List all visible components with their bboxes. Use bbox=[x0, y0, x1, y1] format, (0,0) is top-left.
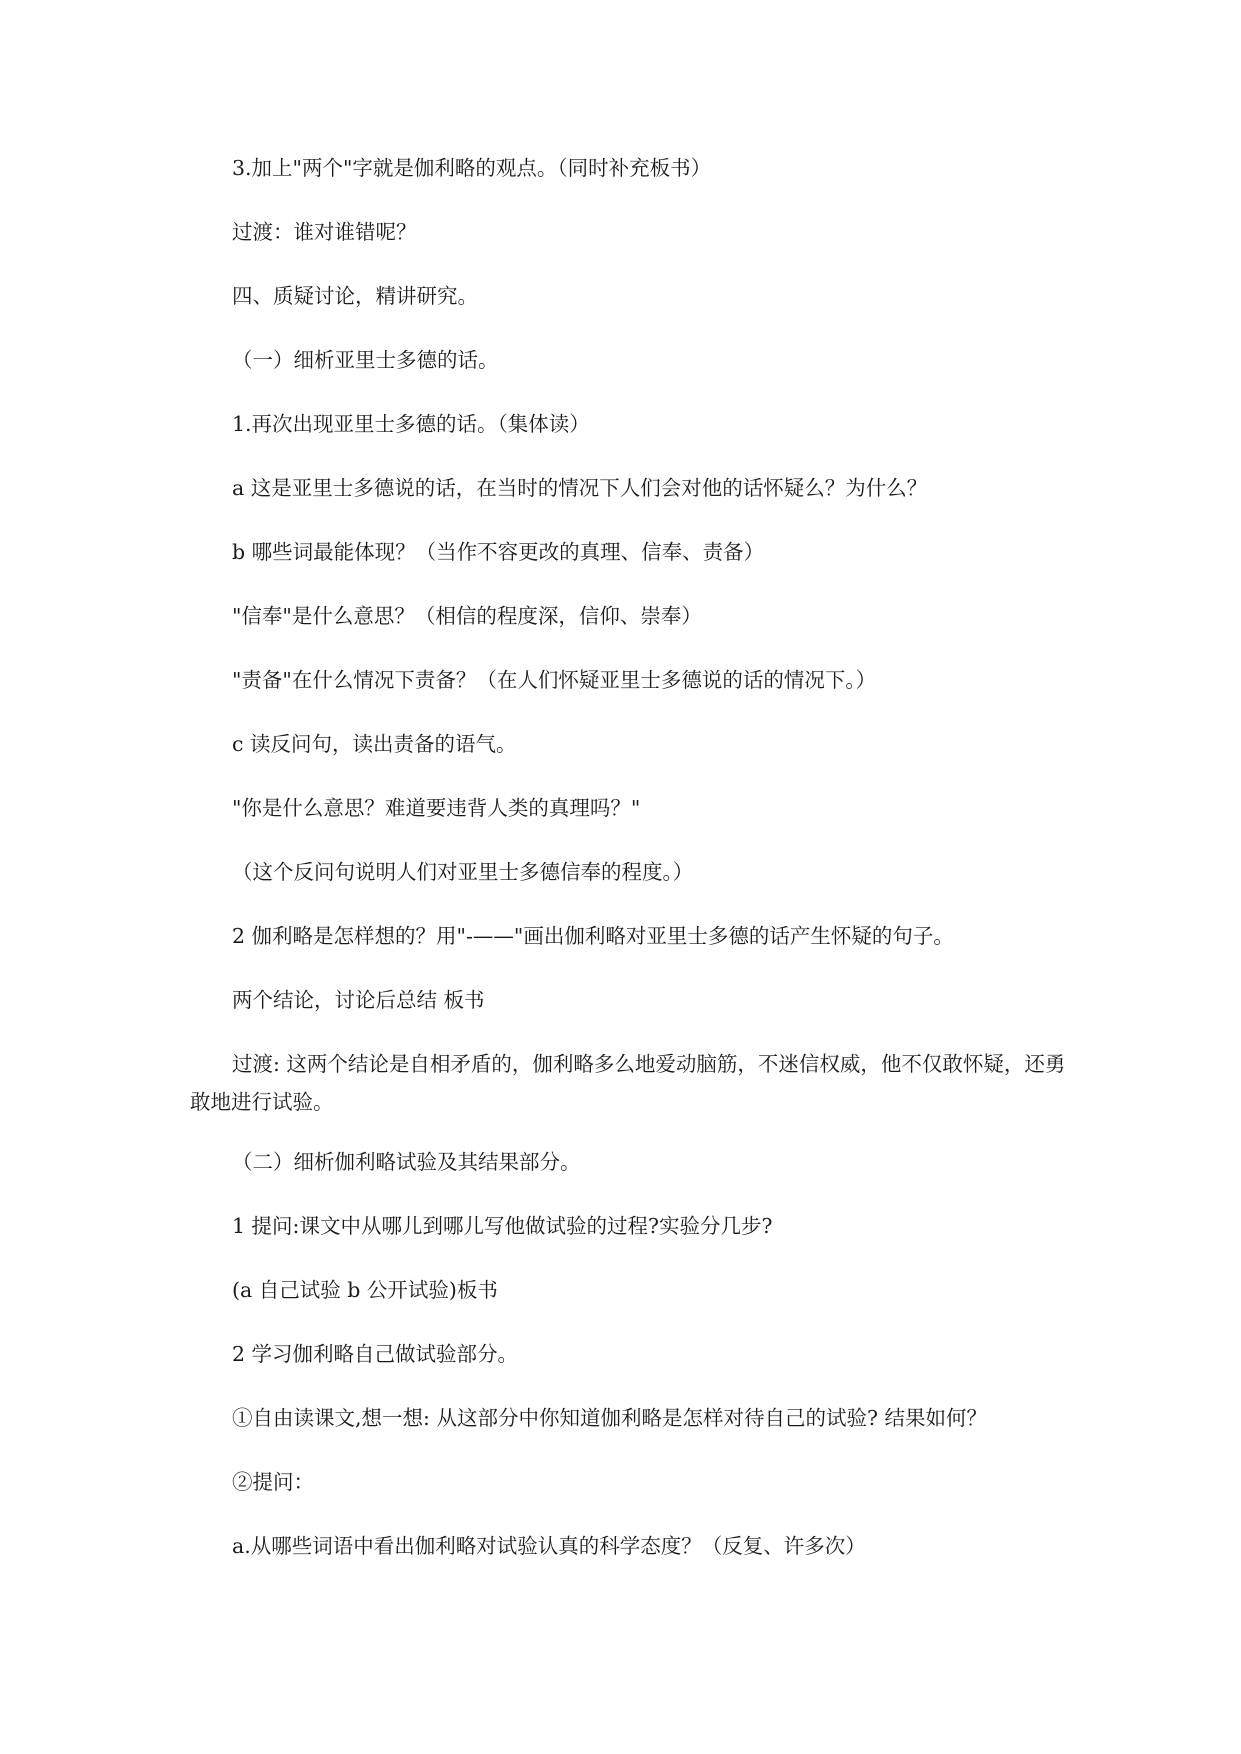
paragraph-step-3: 3.加上"两个"字就是伽利略的观点。（同时补充板书） bbox=[232, 156, 712, 180]
paragraph-transition-who-is-right: 过渡：谁对谁错呢？ bbox=[232, 220, 417, 244]
paragraph-question-c: c 读反问句，读出责备的语气。 bbox=[232, 732, 517, 756]
paragraph-experiment-steps: (a 自己试验 b 公开试验)板书 bbox=[232, 1278, 498, 1302]
paragraph-section-four-heading: 四、质疑讨论，精讲研究。 bbox=[232, 284, 478, 308]
paragraph-step-2-galileo-thinking: 2 伽利略是怎样想的？用"-——"画出伽利略对亚里士多德的话产生怀疑的句子。 bbox=[232, 924, 954, 948]
paragraph-question-a: a 这是亚里士多德说的话，在当时的情况下人们会对他的话怀疑么？为什么？ bbox=[232, 476, 928, 500]
paragraph-ask: ②提问： bbox=[232, 1470, 314, 1494]
paragraph-rhetorical-question: "你是什么意思？难道要违背人类的真理吗？" bbox=[232, 796, 641, 820]
paragraph-subsection-two-heading: （二）细析伽利略试验及其结果部分。 bbox=[232, 1150, 581, 1174]
paragraph-subsection-one-heading: （一）细析亚里士多德的话。 bbox=[232, 348, 499, 372]
paragraph-xinfeng-meaning: "信奉"是什么意思？（相信的程度深，信仰、崇奉） bbox=[232, 604, 702, 628]
paragraph-step-1-read: 1.再次出现亚里士多德的话。（集体读） bbox=[232, 412, 590, 436]
paragraph-transition-experiment: 过渡: 这两个结论是自相矛盾的，伽利略多么地爱动脑筋，不迷信权威，他不仅敢怀疑，还勇敢地进行试验。 bbox=[190, 1052, 1066, 1114]
paragraph-free-reading: ①自由读课文,想一想: 从这部分中你知道伽利略是怎样对待自己的试验? 结果如何？ bbox=[232, 1406, 987, 1430]
paragraph-rhetorical-explanation: （这个反问句说明人们对亚里士多德信奉的程度。） bbox=[232, 860, 694, 884]
paragraph-two-conclusions: 两个结论，讨论后总结 板书 bbox=[232, 988, 485, 1012]
paragraph-step-2-self-experiment: 2 学习伽利略自己做试验部分。 bbox=[232, 1342, 519, 1366]
paragraph-step-1-question: 1 提问:课文中从哪儿到哪儿写他做试验的过程?实验分几步? bbox=[232, 1214, 773, 1238]
paragraph-question-b: b 哪些词最能体现？（当作不容更改的真理、信奉、责备） bbox=[232, 540, 765, 564]
paragraph-zebei-meaning: "责备"在什么情况下责备？（在人们怀疑亚里士多德说的话的情况下。） bbox=[232, 668, 877, 692]
paragraph-question-a-attitude: a.从哪些词语中看出伽利略对试验认真的科学态度？（反复、许多次） bbox=[232, 1534, 866, 1558]
